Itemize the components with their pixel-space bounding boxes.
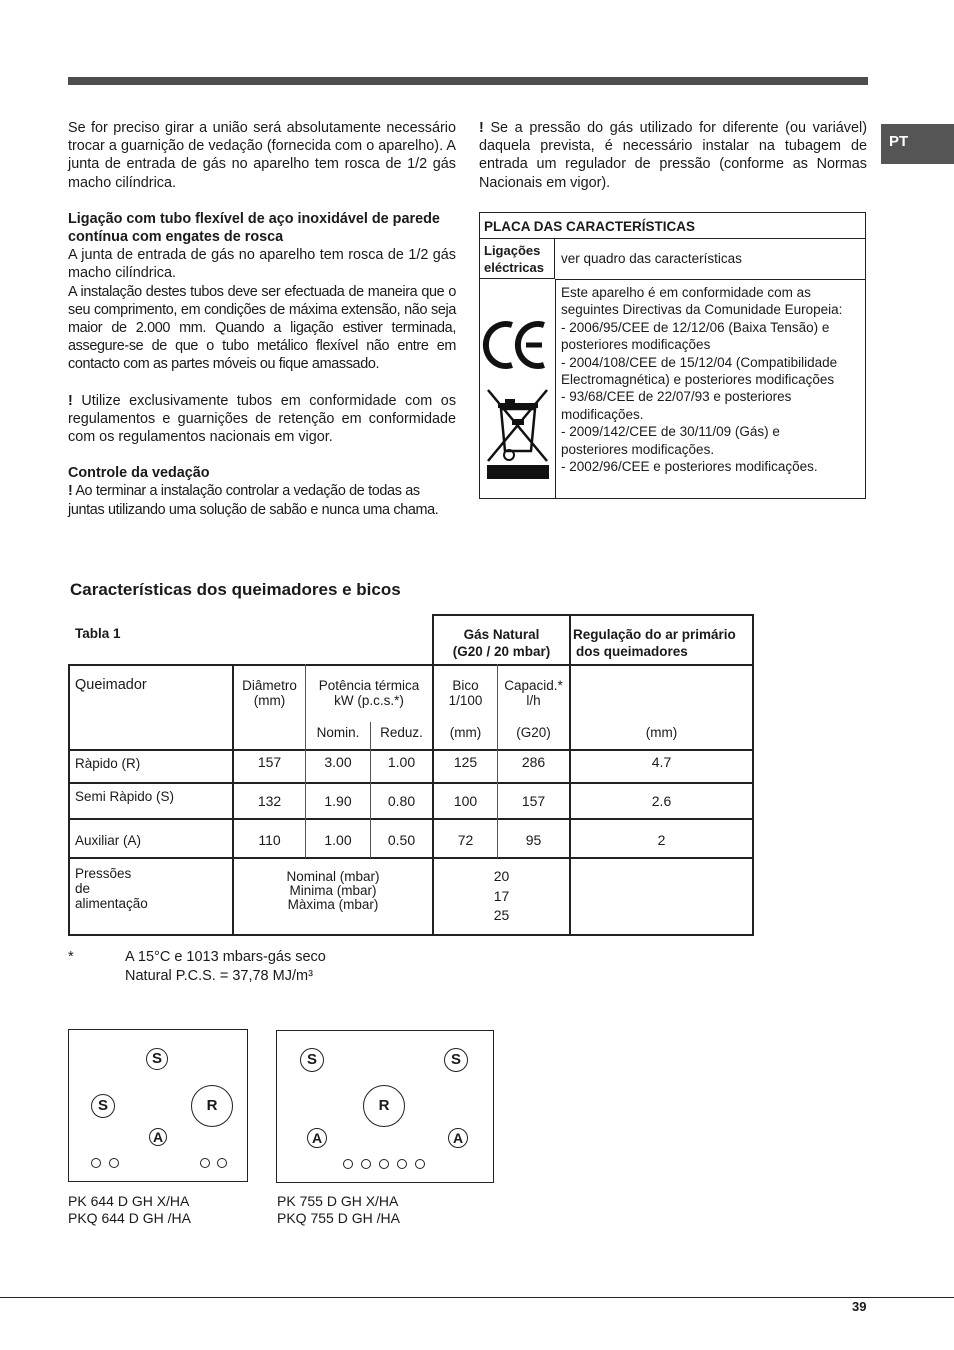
- burner-icon: S: [444, 1048, 468, 1072]
- pressure-label: Pressões de alimentação: [75, 866, 148, 911]
- directive-line: - 93/68/CEE de 22/07/93 e posteriores: [561, 389, 792, 405]
- knob-icon: [415, 1159, 425, 1169]
- burner-name: Semi Ràpido (S): [75, 789, 175, 804]
- knob-icon: [217, 1158, 227, 1168]
- paragraph: Se for preciso girar a união será absolutamente necessário trocar a guarnição de vedação (fornecida com o aparelho). A junta de entrada de gás no aparelho tem rosca de 1/2 gás macho cilíndrica.: [68, 120, 456, 191]
- column-header: Nomin.: [316, 725, 360, 740]
- paragraph: A junta de entrada de gás no aparelho tem rosca de 1/2 gás macho cilíndrica.: [68, 247, 456, 282]
- directive-line: Electromagnética) e posteriores modificações: [561, 372, 835, 388]
- hob-diagram: [276, 1030, 494, 1183]
- knob-icon: [397, 1159, 407, 1169]
- column-header: Potência térmica kW (p.c.s.*): [318, 678, 420, 708]
- table-cell: 1.00: [324, 832, 352, 848]
- knob-icon: [379, 1159, 389, 1169]
- burner-icon: S: [300, 1048, 324, 1072]
- plate-row-label: Ligações eléctricas: [480, 239, 555, 279]
- column-header: (mm): [449, 725, 482, 740]
- subheading: Ligação com tubo flexível de aço inoxidável de parede contínua com engates de rosca: [68, 210, 440, 246]
- column-header: Diâmetro (mm): [242, 678, 297, 708]
- subheading: Controle da vedação: [68, 465, 210, 482]
- table-cell: 2.6: [651, 793, 672, 809]
- footnote-star: *: [68, 949, 74, 965]
- language-tab[interactable]: PT: [881, 124, 954, 164]
- burner-name: Auxiliar (A): [75, 833, 142, 848]
- model-caption: PK 755 D GH X/HA PKQ 755 D GH /HA: [277, 1193, 400, 1226]
- warning-icon: !: [68, 483, 73, 500]
- table-cell: 1.00: [387, 754, 416, 770]
- paragraph: A instalação destes tubos deve ser efectuada de maneira que o seu comprimento, em condições de máxima extensão, não seja maior de 2.000 mm. Quando a ligação estiver terminada, assegure-se de que o tubo metálico flexível não entre em contacto com as partes móveis ou fique amassado.: [68, 283, 456, 373]
- directive-line: modificações.: [561, 406, 644, 422]
- burner-name: Ràpido (R): [75, 756, 141, 771]
- table-cell: 132: [257, 793, 282, 809]
- warning-icon: !: [68, 392, 73, 409]
- table-cell: 95: [525, 832, 542, 848]
- knob-icon: [109, 1158, 119, 1168]
- table-cell: 110: [258, 832, 281, 848]
- burner-icon: A: [149, 1128, 167, 1146]
- directive-line: posteriores modificações: [561, 337, 711, 353]
- directive-line: - 2009/142/CEE de 30/11/09 (Gás) e: [561, 424, 780, 440]
- directive-line: - 2002/96/CEE e posteriores modificações.: [561, 459, 818, 475]
- table-cell: 72: [457, 832, 474, 848]
- directive-line: - 2006/95/CEE de 12/12/06 (Baixa Tensão) e: [561, 319, 830, 335]
- directive-line: posteriores modificações.: [561, 441, 715, 457]
- burner-icon: A: [307, 1128, 327, 1148]
- warning-paragraph: ! Utilize exclusivamente tubos em conformidade com os regulamentos e guarnições de retenção em conformidade com os regulamentos nacionais em vigor.: [68, 392, 457, 446]
- column-header: Bico 1/100: [448, 678, 483, 708]
- table-cell: 3.00: [324, 754, 352, 770]
- burner-icon: A: [448, 1128, 468, 1148]
- knob-icon: [361, 1159, 371, 1169]
- column-header: Regulação do ar primário dos queimadores: [573, 627, 736, 659]
- column-header: (mm): [645, 725, 678, 740]
- footnote: A 15°C e 1013 mbars-gás seco Natural P.C.S. = 37,78 MJ/m³: [125, 949, 326, 984]
- column-header: Capacid.* l/h: [504, 678, 563, 708]
- plate-header: PLACA DAS CARACTERÍSTICAS: [480, 213, 865, 239]
- warning-icon: !: [479, 120, 484, 136]
- plate-row-value: ver quadro das características: [555, 239, 865, 280]
- column-header: Queimador: [75, 677, 147, 693]
- burner-icon: R: [363, 1085, 405, 1127]
- table-cell: 286: [521, 754, 546, 770]
- table-cell: 1.90: [324, 793, 352, 809]
- directive-line: - 2004/108/CEE de 15/12/04 (Compatibilidade: [561, 354, 838, 370]
- burner-icon: S: [91, 1094, 115, 1118]
- warning-paragraph: ! Se a pressão do gás utilizado for diferente (ou variável) daquela prevista, é necessário instalar na tubagem de entrada um regulador de pressão (conforme as Normas Nacionais em vigor).: [479, 120, 867, 191]
- knob-icon: [200, 1158, 210, 1168]
- directive-line: seguintes Directivas da Comunidade Europeia:: [561, 302, 843, 318]
- page-number: 39: [852, 1299, 867, 1314]
- section-title: Características dos queimadores e bicos: [70, 580, 401, 599]
- hob-diagram: [68, 1029, 248, 1182]
- table-cell: 157: [521, 793, 546, 809]
- column-header: Gás Natural (G20 / 20 mbar): [452, 627, 551, 659]
- warning-paragraph: ! Ao terminar a instalação controlar a vedação de todas as juntas utilizando uma solução de sabão e nunca uma chama.: [68, 483, 439, 518]
- svg-text:CE: CE: [518, 371, 520, 372]
- knob-icon: [91, 1158, 101, 1168]
- footer-rule: [0, 1297, 954, 1298]
- burner-icon: S: [146, 1048, 168, 1070]
- column-header: Reduz.: [380, 725, 423, 740]
- table-cell: 0.80: [387, 793, 416, 809]
- table-cell: 157: [257, 754, 282, 770]
- table-cell: 4.7: [651, 754, 672, 770]
- column-header: (G20): [516, 725, 551, 740]
- table-cell: 100: [453, 793, 478, 809]
- table-caption: Tabla 1: [75, 626, 121, 641]
- burner-icon: R: [191, 1085, 233, 1127]
- pressure-types: Nominal (mbar) Minima (mbar) Màxima (mbar): [286, 869, 380, 912]
- model-caption: PK 644 D GH X/HA PKQ 644 D GH /HA: [68, 1193, 191, 1226]
- knob-icon: [343, 1159, 353, 1169]
- table-cell: 0.50: [387, 832, 416, 848]
- table-cell: 2: [657, 832, 666, 848]
- directive-line: Este aparelho é em conformidade com as: [561, 285, 811, 300]
- pressure-values: 20 17 25: [493, 868, 510, 923]
- table-cell: 125: [453, 754, 478, 770]
